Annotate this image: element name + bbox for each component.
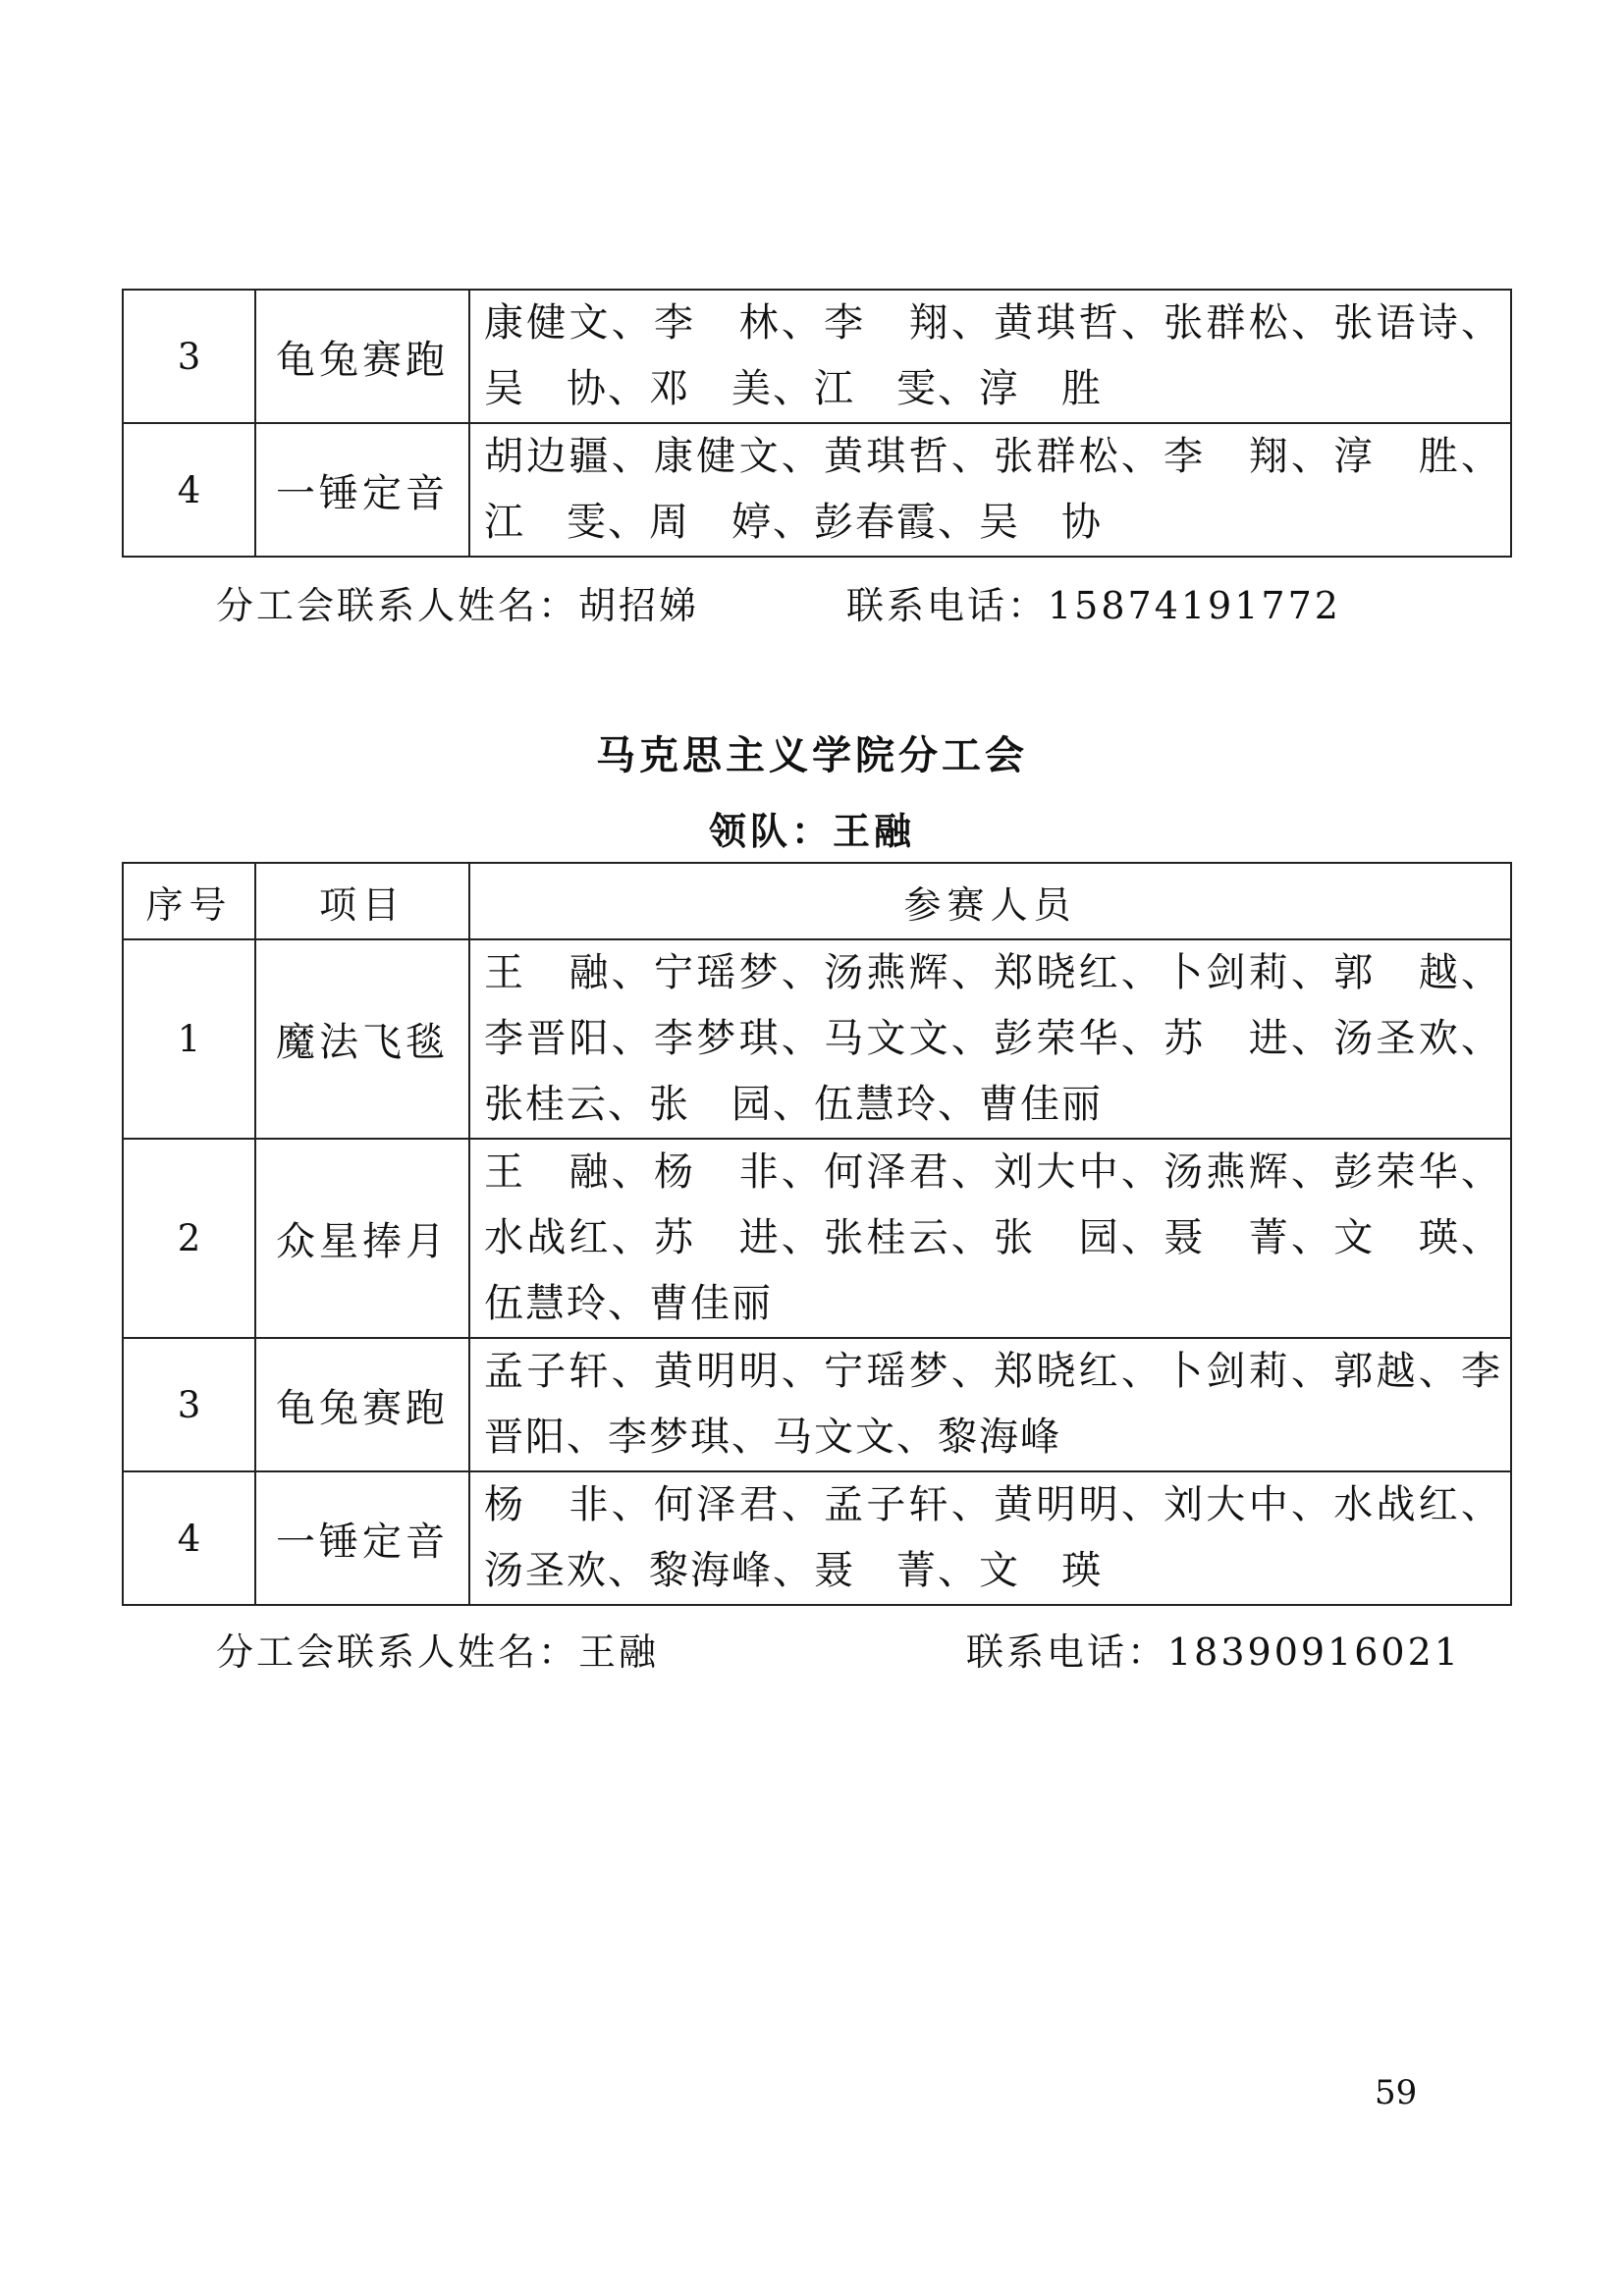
- table-header-row: [123, 863, 1511, 939]
- header-project: 项目: [255, 863, 469, 939]
- project-name: 龟兔赛跑: [255, 290, 469, 423]
- table-row: [123, 423, 1511, 557]
- row-number: 3: [123, 1338, 255, 1471]
- contact-name-2: 分工会联系人姓名：王融: [216, 1630, 660, 1674]
- contact-phone-1: 联系电话：15874191772: [846, 584, 1341, 627]
- table-row: [123, 290, 1511, 423]
- row-number: 2: [123, 1139, 255, 1338]
- participant-list: 孟子轩、黄明明、宁瑶梦、郑晓红、卜剑莉、郭越、李晋阳、李梦琪、马文文、黎海峰: [469, 1338, 1511, 1471]
- table-row: [123, 1471, 1511, 1605]
- participants-table-1: [122, 289, 1512, 558]
- participants-table-2: [122, 862, 1512, 1606]
- table-row: [123, 1338, 1511, 1471]
- participant-list: 康健文、李 林、李 翔、黄琪哲、张群松、张语诗、吴 协、邓 美、江 雯、淳 胜: [469, 290, 1511, 423]
- participant-list: 胡边疆、康健文、黄琪哲、张群松、李 翔、淳 胜、江 雯、周 婷、彭春霞、吴 协: [469, 423, 1511, 557]
- contact-phone-2: 联系电话：18390916021: [966, 1630, 1461, 1674]
- project-name: 一锤定音: [255, 1471, 469, 1605]
- row-number: 1: [123, 939, 255, 1139]
- row-number: 4: [123, 1471, 255, 1605]
- project-name: 龟兔赛跑: [255, 1338, 469, 1471]
- team-leader: 领队：王融: [708, 810, 915, 853]
- page-number: 59: [1375, 2073, 1418, 2112]
- project-name: 一锤定音: [255, 423, 469, 557]
- header-participants: 参赛人员: [469, 863, 1511, 939]
- row-number: 3: [123, 290, 255, 423]
- participant-list: 王 融、宁瑶梦、汤燕辉、郑晓红、卜剑莉、郭 越、李晋阳、李梦琪、马文文、彭荣华、苏 进、汤圣欢、张桂云、张 园、伍慧玲、曹佳丽: [469, 939, 1511, 1139]
- participant-list: 杨 非、何泽君、孟子轩、黄明明、刘大中、水战红、汤圣欢、黎海峰、聂 菁、文 瑛: [469, 1471, 1511, 1605]
- project-name: 魔法飞毯: [255, 939, 469, 1139]
- section-title: 马克思主义学院分工会: [596, 733, 1028, 778]
- table-row: [123, 939, 1511, 1139]
- contact-name-1: 分工会联系人姓名：胡招娣: [216, 584, 700, 627]
- project-name: 众星捧月: [255, 1139, 469, 1338]
- participant-list: 王 融、杨 非、何泽君、刘大中、汤燕辉、彭荣华、水战红、苏 进、张桂云、张 园、聂 菁、文 瑛、伍慧玲、曹佳丽: [469, 1139, 1511, 1338]
- table-row: [123, 1139, 1511, 1338]
- header-number: 序号: [123, 863, 255, 939]
- row-number: 4: [123, 423, 255, 557]
